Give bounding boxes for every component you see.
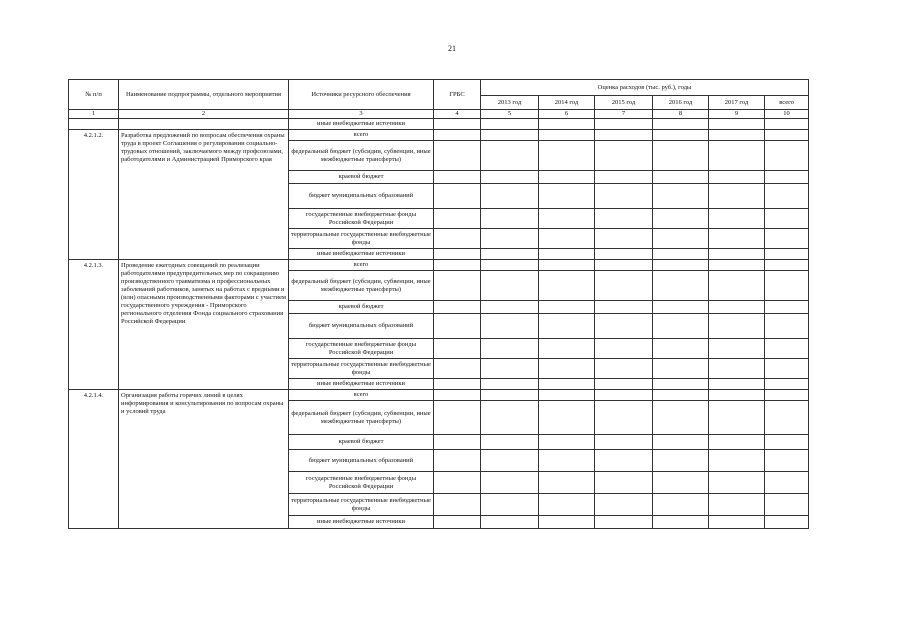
year-2016: 2016 год [653,96,709,110]
source-cell: федеральный бюджет (субсидии, субвенции, иные межбюджетные трансферты) [289,271,434,301]
source-cell: бюджет муниципальных образований [289,314,434,339]
page-number: 21 [448,44,456,53]
colnum-3: 3 [289,110,434,119]
colnum-8: 8 [653,110,709,119]
source-cell: территориальные государственные внебюджетные фонды [289,359,434,379]
header-costs: Оценка расходов (тыс. руб.), годы [481,80,809,96]
item-name: Проведение ежегодных совещаний по реализации работодателями предупредительных мер по сокращению производственного травматизма и профессиональных заболеваний работников, занятых на работах с вредными и (или) опасными производственными факторами с участием государственного учреждения - Приморского регионального отделения Фонда социального страхования Российской Федерации [119,260,289,390]
header-source: Источники ресурсного обеспечения [289,80,434,110]
item-name: Организация работы горячих линий в целях информирования и консультирования по вопросам охраны и условий труда [119,390,289,529]
colnum-10: 10 [765,110,809,119]
budget-table [68,79,809,529]
item-code: 4.2.1.4. [69,390,119,529]
source-cell: бюджет муниципальных образований [289,184,434,209]
source-cell: всего [289,260,434,271]
item-name: Разработка предложений по вопросам обеспечения охраны труда в проект Соглашения о регулировании социально-трудовых отношений, заключаемого между профсоюзами, работодателями и Администрацией Приморского края [119,130,289,260]
source-cell: федеральный бюджет (субсидии, субвенции, иные межбюджетные трансферты) [289,141,434,171]
source-cell: иные внебюджетные источники [289,119,434,130]
colnum-7: 7 [595,110,653,119]
source-cell: краевой бюджет [289,435,434,450]
source-cell: всего [289,130,434,141]
colnum-5: 5 [481,110,539,119]
header-num: № п/п [69,80,119,110]
header-grbs: ГРБС [434,80,481,110]
source-cell: бюджет муниципальных образований [289,450,434,472]
year-2013: 2013 год [481,96,539,110]
source-cell: государственные внебюджетные фонды Российской Федерации [289,209,434,229]
year-2017: 2017 год [709,96,765,110]
source-cell: иные внебюджетные источники [289,379,434,390]
source-cell: федеральный бюджет (субсидии, субвенции, иные межбюджетные трансферты) [289,401,434,435]
source-cell: краевой бюджет [289,171,434,184]
header-name: Наименование подпрограммы, отдельного мероприятия [119,80,289,110]
item-code: 4.2.1.3. [69,260,119,390]
source-cell: краевой бюджет [289,301,434,314]
colnum-1: 1 [69,110,119,119]
item-code: 4.2.1.2. [69,130,119,260]
source-cell: территориальные государственные внебюджетные фонды [289,229,434,249]
year-total: всего [765,96,809,110]
source-cell: всего [289,390,434,401]
source-cell: государственные внебюджетные фонды Российской Федерации [289,472,434,494]
year-2014: 2014 год [539,96,595,110]
source-cell: государственные внебюджетные фонды Российской Федерации [289,339,434,359]
colnum-2: 2 [119,110,289,119]
colnum-9: 9 [709,110,765,119]
source-cell: территориальные государственные внебюджетные фонды [289,494,434,516]
colnum-6: 6 [539,110,595,119]
colnum-4: 4 [434,110,481,119]
source-cell: иные внебюджетные источники [289,249,434,260]
source-cell: иные внебюджетные источники [289,516,434,529]
year-2015: 2015 год [595,96,653,110]
